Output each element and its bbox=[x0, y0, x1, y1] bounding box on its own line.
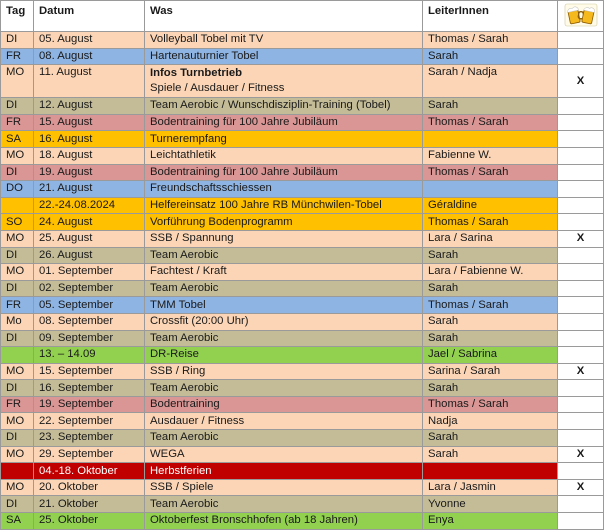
table-row bbox=[1, 430, 604, 447]
table-row bbox=[1, 363, 604, 380]
table-row bbox=[1, 230, 604, 247]
datum-cell: 15. September bbox=[34, 363, 145, 380]
leiter-cell: Sarah bbox=[423, 98, 558, 115]
tag-cell bbox=[1, 463, 34, 480]
x-cell bbox=[558, 330, 604, 347]
tag-cell: MO bbox=[1, 230, 34, 247]
datum-cell: 08. September bbox=[34, 313, 145, 330]
leiter-cell: Thomas / Sarah bbox=[423, 32, 558, 49]
leiter-cell: Yvonne bbox=[423, 496, 558, 513]
was-cell: Team Aerobic bbox=[145, 247, 423, 264]
tag-cell: DI bbox=[1, 496, 34, 513]
was-cell: Volleyball Tobel mit TV bbox=[145, 32, 423, 49]
table-row bbox=[1, 98, 604, 115]
leiter-cell bbox=[423, 181, 558, 198]
was-cell: Oktoberfest Bronschhofen (ab 18 Jahren) bbox=[145, 513, 423, 530]
was-cell: Crossfit (20:00 Uhr) bbox=[145, 313, 423, 330]
x-cell bbox=[558, 413, 604, 430]
table-row bbox=[1, 496, 604, 513]
was-cell bbox=[145, 65, 423, 98]
leiter-cell: Sarina / Sarah bbox=[423, 363, 558, 380]
table-row bbox=[1, 347, 604, 364]
datum-cell: 25. Oktober bbox=[34, 513, 145, 530]
x-cell bbox=[558, 496, 604, 513]
leiter-cell: Lara / Sarina bbox=[423, 230, 558, 247]
tag-cell: MO bbox=[1, 65, 34, 98]
was-cell: WEGA bbox=[145, 446, 423, 463]
was-cell: SSB / Spiele bbox=[145, 479, 423, 496]
x-cell bbox=[558, 313, 604, 330]
table-row bbox=[1, 280, 604, 297]
table-row bbox=[1, 330, 604, 347]
table-row bbox=[1, 297, 604, 314]
leiter-cell: Sarah bbox=[423, 330, 558, 347]
tag-cell: FR bbox=[1, 114, 34, 131]
leiter-cell: Lara / Jasmin bbox=[423, 479, 558, 496]
tag-cell: DI bbox=[1, 380, 34, 397]
was-cell: DR-Reise bbox=[145, 347, 423, 364]
table-row bbox=[1, 396, 604, 413]
was-cell: Herbstferien bbox=[145, 463, 423, 480]
was-cell: Leichtathletik bbox=[145, 147, 423, 164]
x-cell bbox=[558, 347, 604, 364]
x-cell bbox=[558, 114, 604, 131]
tag-cell: DI bbox=[1, 164, 34, 181]
was-cell: Bodentraining bbox=[145, 396, 423, 413]
was-title: Infos Turnbetrieb bbox=[150, 67, 243, 80]
x-cell: X bbox=[558, 479, 604, 496]
leiter-cell: Sarah bbox=[423, 48, 558, 65]
x-cell bbox=[558, 380, 604, 397]
table-row bbox=[1, 131, 604, 148]
datum-cell: 15. August bbox=[34, 114, 145, 131]
was-cell: TMM Tobel bbox=[145, 297, 423, 314]
datum-cell: 23. September bbox=[34, 430, 145, 447]
was-cell: Team Aerobic bbox=[145, 330, 423, 347]
was-cell: Team Aerobic bbox=[145, 380, 423, 397]
leiter-cell: Sarah bbox=[423, 380, 558, 397]
tag-cell: MO bbox=[1, 363, 34, 380]
datum-cell: 19. August bbox=[34, 164, 145, 181]
table-row bbox=[1, 214, 604, 231]
x-cell bbox=[558, 32, 604, 49]
was-cell: Fachtest / Kraft bbox=[145, 264, 423, 281]
datum-cell: 05. September bbox=[34, 297, 145, 314]
x-cell bbox=[558, 197, 604, 214]
was-cell: Team Aerobic / Wunschdisziplin-Training (Tobel) bbox=[145, 98, 423, 115]
was-cell: Turnerempfang bbox=[145, 131, 423, 148]
tag-cell: MO bbox=[1, 147, 34, 164]
was-subtitle: Spiele / Ausdauer / Fitness bbox=[150, 82, 285, 95]
was-cell: Vorführung Bodenprogramm bbox=[145, 214, 423, 231]
datum-cell: 21. Oktober bbox=[34, 496, 145, 513]
x-cell bbox=[558, 280, 604, 297]
table-row bbox=[1, 380, 604, 397]
table-row bbox=[1, 479, 604, 496]
tag-cell: MO bbox=[1, 413, 34, 430]
datum-cell: 12. August bbox=[34, 98, 145, 115]
header-leiter: LeiterInnen bbox=[423, 1, 558, 32]
tag-cell: MO bbox=[1, 264, 34, 281]
datum-cell: 24. August bbox=[34, 214, 145, 231]
leiter-cell: Thomas / Sarah bbox=[423, 214, 558, 231]
tag-cell: SO bbox=[1, 214, 34, 231]
datum-cell: 08. August bbox=[34, 48, 145, 65]
tag-cell: DI bbox=[1, 280, 34, 297]
datum-cell: 04.-18. Oktober bbox=[34, 463, 145, 480]
was-cell: Bodentraining für 100 Jahre Jubiläum bbox=[145, 164, 423, 181]
leiter-cell bbox=[423, 131, 558, 148]
header-was: Was bbox=[145, 1, 423, 32]
datum-cell: 02. September bbox=[34, 280, 145, 297]
tag-cell: Mo bbox=[1, 313, 34, 330]
tag-cell: SA bbox=[1, 513, 34, 530]
beer-mugs-icon bbox=[564, 3, 598, 27]
tag-cell: DI bbox=[1, 32, 34, 49]
datum-cell: 22. September bbox=[34, 413, 145, 430]
was-cell: Bodentraining für 100 Jahre Jubiläum bbox=[145, 114, 423, 131]
datum-cell: 16. September bbox=[34, 380, 145, 397]
leiter-cell: Thomas / Sarah bbox=[423, 297, 558, 314]
datum-cell: 25. August bbox=[34, 230, 145, 247]
datum-cell: 22.-24.08.2024 bbox=[34, 197, 145, 214]
x-cell bbox=[558, 430, 604, 447]
tag-cell bbox=[1, 347, 34, 364]
table-row bbox=[1, 413, 604, 430]
was-cell: Helfereinsatz 100 Jahre RB Münchwilen-Tobel bbox=[145, 197, 423, 214]
leiter-cell: Sarah bbox=[423, 430, 558, 447]
x-cell bbox=[558, 147, 604, 164]
tag-cell: DI bbox=[1, 98, 34, 115]
leiter-cell: Thomas / Sarah bbox=[423, 396, 558, 413]
was-cell: SSB / Ring bbox=[145, 363, 423, 380]
tag-cell: MO bbox=[1, 446, 34, 463]
leiter-cell: Sarah bbox=[423, 247, 558, 264]
x-cell bbox=[558, 396, 604, 413]
leiter-cell: Sarah bbox=[423, 446, 558, 463]
was-cell: SSB / Spannung bbox=[145, 230, 423, 247]
was-cell: Hartenauturnier Tobel bbox=[145, 48, 423, 65]
x-cell bbox=[558, 247, 604, 264]
x-cell bbox=[558, 181, 604, 198]
x-cell bbox=[558, 264, 604, 281]
x-cell bbox=[558, 214, 604, 231]
datum-cell: 16. August bbox=[34, 131, 145, 148]
header-datum: Datum bbox=[34, 1, 145, 32]
header-row bbox=[1, 1, 604, 32]
table-row bbox=[1, 164, 604, 181]
leiter-cell: Géraldine bbox=[423, 197, 558, 214]
x-cell bbox=[558, 164, 604, 181]
table-row bbox=[1, 181, 604, 198]
leiter-cell: Nadja bbox=[423, 413, 558, 430]
table-row bbox=[1, 247, 604, 264]
leiter-cell: Fabienne W. bbox=[423, 147, 558, 164]
x-cell: X bbox=[558, 446, 604, 463]
table-row bbox=[1, 48, 604, 65]
table-row bbox=[1, 264, 604, 281]
table-row bbox=[1, 147, 604, 164]
datum-cell: 01. September bbox=[34, 264, 145, 281]
leiter-cell: Lara / Fabienne W. bbox=[423, 264, 558, 281]
datum-cell: 21. August bbox=[34, 181, 145, 198]
table-row bbox=[1, 513, 604, 530]
tag-cell: DI bbox=[1, 330, 34, 347]
table-row bbox=[1, 65, 604, 98]
x-cell bbox=[558, 131, 604, 148]
datum-cell: 05. August bbox=[34, 32, 145, 49]
leiter-cell bbox=[423, 463, 558, 480]
tag-cell: DI bbox=[1, 247, 34, 264]
was-cell: Team Aerobic bbox=[145, 496, 423, 513]
x-cell bbox=[558, 48, 604, 65]
x-cell: X bbox=[558, 230, 604, 247]
datum-cell: 26. August bbox=[34, 247, 145, 264]
datum-cell: 13. – 14.09 bbox=[34, 347, 145, 364]
leiter-cell: Sarah bbox=[423, 280, 558, 297]
tag-cell: FR bbox=[1, 297, 34, 314]
tag-cell bbox=[1, 197, 34, 214]
tag-cell: DO bbox=[1, 181, 34, 198]
datum-cell: 20. Oktober bbox=[34, 479, 145, 496]
datum-cell: 29. September bbox=[34, 446, 145, 463]
table-row bbox=[1, 446, 604, 463]
leiter-cell: Sarah bbox=[423, 313, 558, 330]
was-cell: Ausdauer / Fitness bbox=[145, 413, 423, 430]
x-cell bbox=[558, 463, 604, 480]
datum-cell: 19. September bbox=[34, 396, 145, 413]
leiter-cell: Sarah / Nadja bbox=[423, 65, 558, 98]
tag-cell: SA bbox=[1, 131, 34, 148]
was-cell: Team Aerobic bbox=[145, 430, 423, 447]
header-tag: Tag bbox=[1, 1, 34, 32]
tag-cell: MO bbox=[1, 479, 34, 496]
x-cell bbox=[558, 297, 604, 314]
table-row bbox=[1, 197, 604, 214]
leiter-cell: Enya bbox=[423, 513, 558, 530]
was-cell: Freundschaftsschiessen bbox=[145, 181, 423, 198]
datum-cell: 09. September bbox=[34, 330, 145, 347]
x-cell: X bbox=[558, 65, 604, 98]
datum-cell: 11. August bbox=[34, 65, 145, 98]
x-cell bbox=[558, 98, 604, 115]
table-row bbox=[1, 313, 604, 330]
tag-cell: DI bbox=[1, 430, 34, 447]
x-cell bbox=[558, 513, 604, 530]
datum-cell: 18. August bbox=[34, 147, 145, 164]
was-cell: Team Aerobic bbox=[145, 280, 423, 297]
table-row bbox=[1, 463, 604, 480]
leiter-cell: Thomas / Sarah bbox=[423, 164, 558, 181]
tag-cell: FR bbox=[1, 48, 34, 65]
leiter-cell: Thomas / Sarah bbox=[423, 114, 558, 131]
tag-cell: FR bbox=[1, 396, 34, 413]
leiter-cell: Jael / Sabrina bbox=[423, 347, 558, 364]
table-row bbox=[1, 114, 604, 131]
table-row bbox=[1, 32, 604, 49]
header-icon-cell bbox=[558, 1, 604, 32]
x-cell: X bbox=[558, 363, 604, 380]
